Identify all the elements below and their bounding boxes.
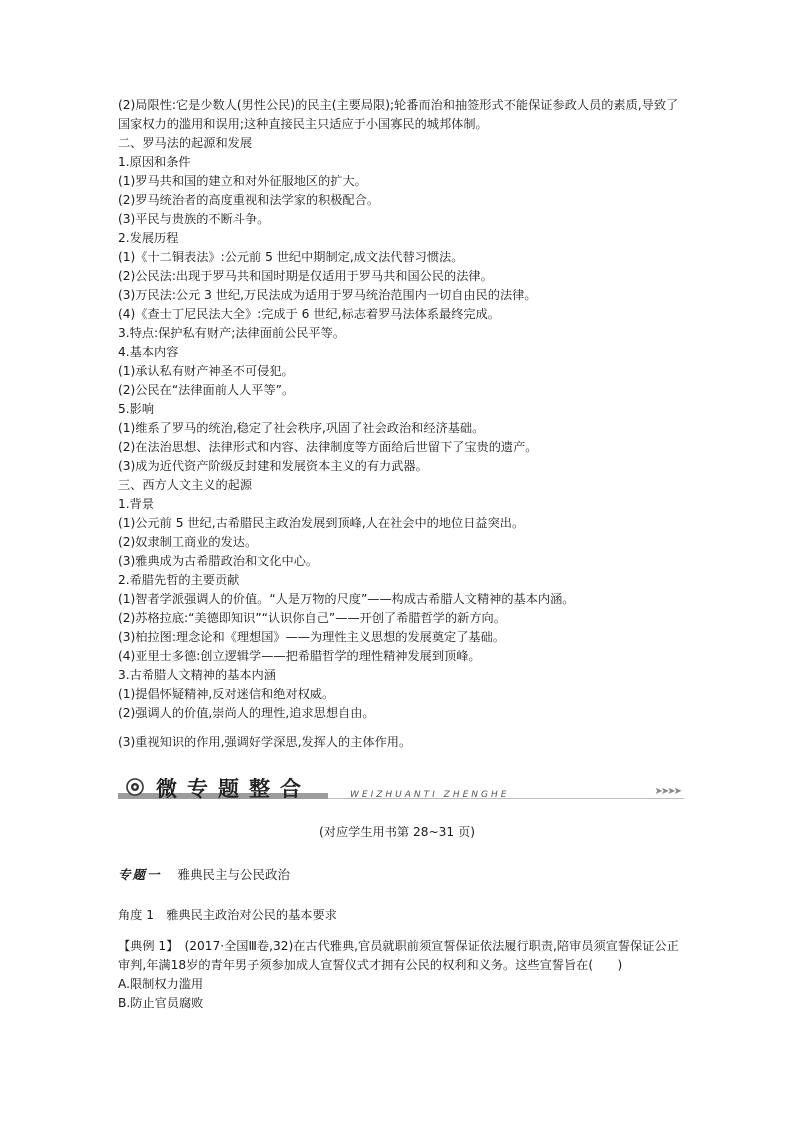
subheading-influence: 5.影响: [118, 402, 155, 416]
list-item: (4)《查士丁尼民法大全》:完成于 6 世纪,标志着罗马法体系最终完成。: [118, 307, 500, 321]
list-item: (1)承认私有财产神圣不可侵犯。: [118, 364, 294, 378]
subheading-content: 4.基本内容: [118, 345, 179, 359]
list-item: (3)雅典成为古希腊政治和文化中心。: [118, 554, 319, 568]
banner-title: 微专题整合: [156, 777, 311, 801]
heading-roman-law: 二、罗马法的起源和发展: [118, 136, 253, 150]
notes-section: [118, 96, 684, 752]
paragraph-limitation: (2)局限性:它是少数人(男性公民)的民主(主要局限);轮番而治和抽签形式不能保证参政人员的素质,导致了国家权力的滥用和误用;这种直接民主只适应于小国寡民的城邦体制。: [118, 98, 679, 131]
list-item: (1)罗马共和国的建立和对外征服地区的扩大。: [118, 174, 367, 188]
arrow-icons: ➤➤➤➤: [654, 786, 680, 797]
list-item: (1)智者学派强调人的价值。“人是万物的尺度”——构成古希腊人文精神的基本内涵。: [118, 592, 575, 606]
topic-tag: 专题一: [118, 867, 162, 882]
example-question: 【典例 1】 (2017·全国Ⅲ卷,32)在古代雅典,官员就职前须宣誓保证依法履行职责,陪审员须宣誓保证公正审判,年满18岁的青年男子须参加成人宣誓仪式才拥有公民的权利和义务。这些宣誓旨在( ): [118, 939, 679, 972]
angle-heading: 角度 1 雅典民主政治对公民的基本要求: [118, 908, 337, 922]
banner-subtitle: WEIZHUANTI ZHENGHE: [350, 790, 510, 800]
topic-heading: [118, 865, 290, 883]
list-item: (1)维系了罗马的统治,稳定了社会秩序,巩固了社会政治和经济基础。: [118, 421, 485, 435]
list-item: (3)成为近代资产阶级反封建和发展资本主义的有力武器。: [118, 459, 428, 473]
list-item: (1)《十二铜表法》:公元前 5 世纪中期制定,成文法代替习惯法。: [118, 250, 464, 264]
list-item: (3)万民法:公元 3 世纪,万民法成为适用于罗马统治范围内一切自由民的法律。: [118, 288, 537, 302]
list-item: (2)公民法:出现于罗马共和国时期是仅适用于罗马共和国公民的法律。: [118, 269, 493, 283]
target-icon: [126, 778, 144, 796]
example-section: [118, 906, 684, 1013]
option-a: A.限制权力滥用: [118, 977, 204, 991]
list-item: (2)奴隶制工商业的发达。: [118, 535, 258, 549]
subheading-contributions: 2.希腊先哲的主要贡献: [118, 573, 240, 587]
section-banner: [118, 772, 684, 802]
topic-title: 雅典民主与公民政治: [177, 867, 291, 882]
list-item: (2)罗马统治者的高度重视和法学家的积极配合。: [118, 193, 380, 207]
subheading-connotation: 3.古希腊人文精神的基本内涵: [118, 668, 276, 682]
list-item: (1)公元前 5 世纪,古希腊民主政治发展到顶峰,人在社会中的地位日益突出。: [118, 516, 525, 530]
list-item: (2)强调人的价值,崇尚人的理性,追求思想自由。: [118, 706, 375, 720]
option-b: B.防止官员腐败: [118, 996, 204, 1010]
list-item: (3)平民与贵族的不断斗争。: [118, 212, 270, 226]
list-item: (3)柏拉图:理念论和《理想国》——为理性主义思想的发展奠定了基础。: [118, 630, 505, 644]
list-item: (2)公民在“法律面前人人平等”。: [118, 383, 295, 397]
subheading-causes: 1.原因和条件: [118, 155, 191, 169]
list-item: (3)重视知识的作用,强调好学深思,发挥人的主体作用。: [118, 735, 412, 749]
heading-humanism: 三、西方人文主义的起源: [118, 478, 253, 492]
subheading-background: 1.背景: [118, 497, 155, 511]
list-item: (1)提倡怀疑精神,反对迷信和绝对权威。: [118, 687, 335, 701]
subheading-development: 2.发展历程: [118, 231, 179, 245]
list-item: (2)在法治思想、法律形式和内容、法律制度等方面给后世留下了宝贵的遗产。: [118, 440, 538, 454]
list-item: (2)苏格拉底:“美德即知识”“认识你自己”——开创了希腊哲学的新方向。: [118, 611, 506, 625]
book-reference: (对应学生用书第 28~31 页): [319, 825, 475, 839]
list-item: (4)亚里士多德:创立逻辑学——把希腊哲学的理性精神发展到顶峰。: [118, 649, 481, 663]
subheading-features: 3.特点:保护私有财产;法律面前公民平等。: [118, 326, 346, 340]
